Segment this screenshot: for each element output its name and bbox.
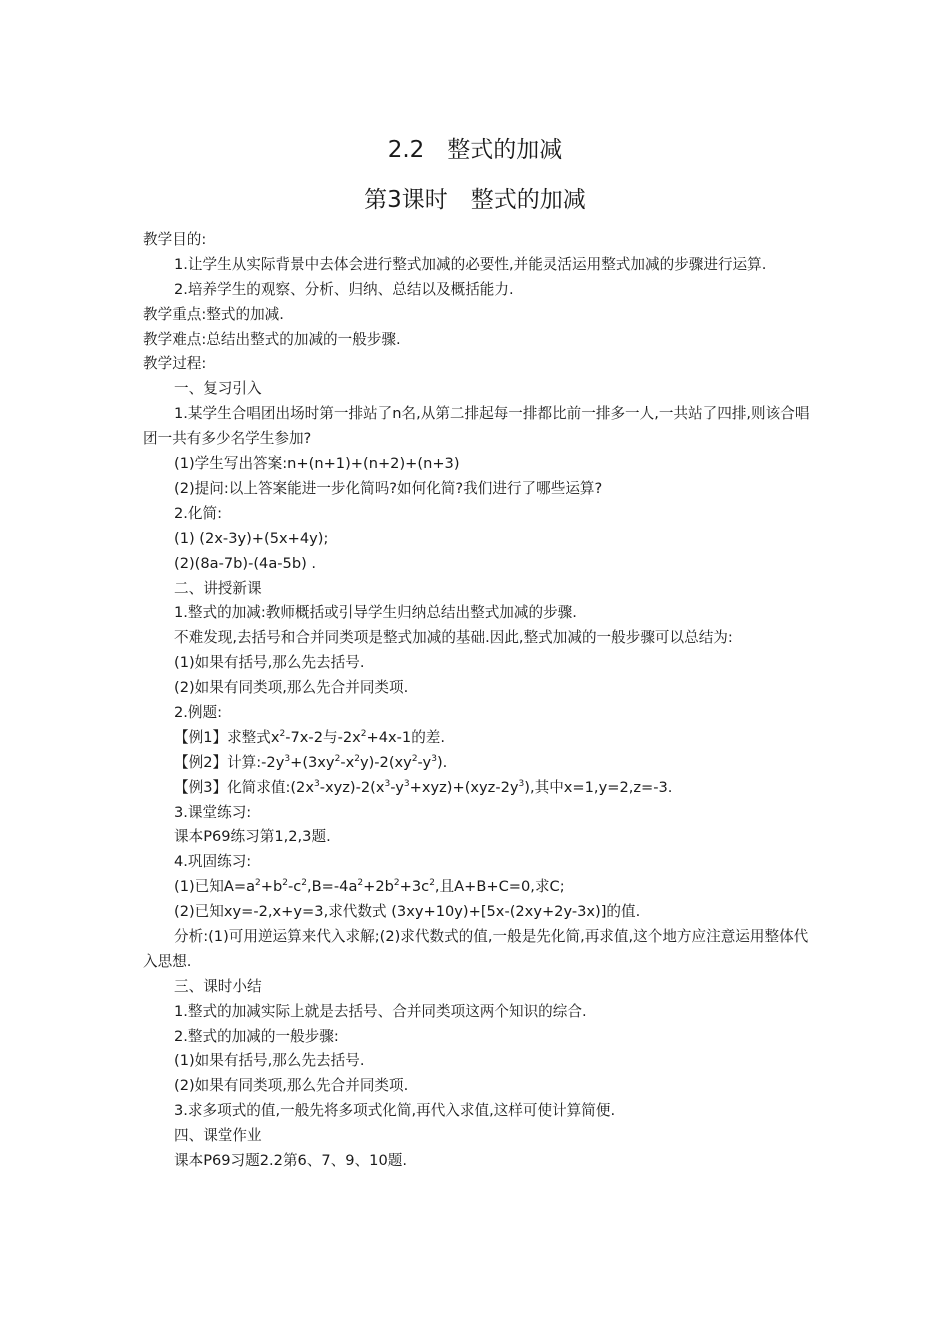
objective-2: 2.培养学生的观察、分析、归纳、总结以及概括能力. bbox=[174, 280, 514, 298]
difficulty: 教学难点:总结出整式的加减的一般步骤. bbox=[143, 330, 401, 348]
consolidation-2: (2)已知xy=-2,x+y=3,求代数式 (3xy+10y)+[5x-(2xy+2y-3x)]的值. bbox=[174, 903, 641, 921]
practice-heading: 3.课堂练习: bbox=[174, 803, 252, 821]
consolidation-1: (1)已知$A=a^2+b^2-c^2,B=-4a^2+2b^2+3c^2$,且A+B+C=0,求C; bbox=[174, 878, 565, 896]
summary-3: 3.求多项式的值,一般先将多项式化简,再代入求值,这样可使计算简便. bbox=[174, 1102, 616, 1120]
example-3: 【例3】化简求值$:(2x^3-xyz)-2(x^3-y^3+xyz)+(xyz-2y^3)$,其中x=1,y=2,z=-3. bbox=[174, 778, 673, 796]
objective-1: 1.让学生从实际背景中去体会进行整式加减的必要性,并能灵活运用整式加减的步骤进行运算. bbox=[174, 255, 767, 273]
question-2a: (1) (2x-3y)+(5x+4y); bbox=[174, 529, 329, 547]
lesson-body bbox=[143, 228, 811, 1174]
question-2: 2.化简: bbox=[174, 504, 223, 522]
analysis: 分析:(1)可用逆运算来代入求解;(2)求代数式的值,一般是先化简,再求值,这个地方应注意运用整体代入思想. bbox=[143, 927, 809, 970]
consolidation-heading: 4.巩固练习: bbox=[174, 853, 252, 871]
practice-item: 课本P69练习第1,2,3题. bbox=[174, 828, 331, 846]
example-2: 【例2】计算$:-2y^3+(3xy^2-x^2y)-2(xy^2-y^3)$. bbox=[174, 753, 448, 771]
summary-2b: (2)如果有同类项,那么先合并同类项. bbox=[174, 1077, 409, 1095]
new-lesson-1: 1.整式的加减:教师概括或引导学生归纳总结出整式加减的步骤. bbox=[174, 604, 577, 622]
homework: 课本P69习题2.2第6、7、9、10题. bbox=[174, 1152, 407, 1170]
summary-1: 1.整式的加减实际上就是去括号、合并同类项这两个知识的综合. bbox=[174, 1002, 587, 1020]
process-heading: 教学过程: bbox=[143, 355, 207, 373]
summary-2a: (1)如果有括号,那么先去括号. bbox=[174, 1052, 365, 1070]
question-1a: (1)学生写出答案:n+(n+1)+(n+2)+(n+3) bbox=[174, 455, 460, 473]
objectives-heading: 教学目的: bbox=[143, 231, 207, 248]
lesson-title: 第3课时 整式的加减 bbox=[364, 187, 586, 213]
section-heading-4: 四、课堂作业 bbox=[174, 1127, 262, 1145]
question-2b: (2)(8a-7b)-(4a-5b) . bbox=[174, 554, 317, 572]
question-1: 1.某学生合唱团出场时第一排站了n名,从第二排起每一排都比前一排多一人,一共站了四排,则该合唱团一共有多少名学生参加? bbox=[143, 405, 810, 448]
new-lesson-1b: (1)如果有括号,那么先去括号. bbox=[174, 654, 365, 672]
examples-heading: 2.例题: bbox=[174, 703, 223, 721]
section-heading-3: 三、课时小结 bbox=[174, 977, 262, 995]
new-lesson-1a: 不难发现,去括号和合并同类项是整式加减的基础.因此,整式加减的一般步骤可以总结为: bbox=[174, 629, 733, 647]
section-title: 2.2 整式的加减 bbox=[387, 137, 563, 163]
section-heading-2: 二、讲授新课 bbox=[174, 579, 262, 597]
new-lesson-1c: (2)如果有同类项,那么先合并同类项. bbox=[174, 679, 409, 697]
section-heading-1: 一、复习引入 bbox=[174, 380, 262, 398]
question-1b: (2)提问:以上答案能进一步化简吗?如何化简?我们进行了哪些运算? bbox=[174, 479, 603, 497]
summary-2: 2.整式的加减的一般步骤: bbox=[174, 1027, 339, 1045]
example-1: 【例1】求整式$x^2-7x-2$与$-2x^2+4x-1$的差. bbox=[174, 728, 446, 746]
key-point: 教学重点:整式的加减. bbox=[143, 305, 284, 323]
